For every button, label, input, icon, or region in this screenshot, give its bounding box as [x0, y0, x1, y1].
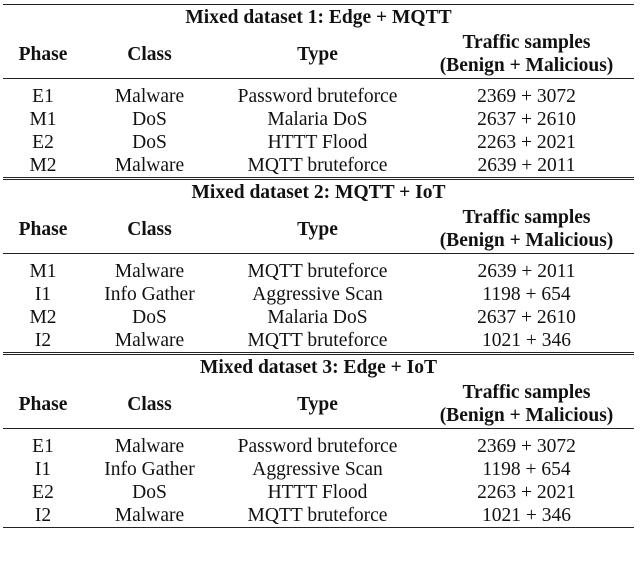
table-row: [3, 260, 634, 283]
cell-traffic: 2637 + 2610: [477, 109, 576, 130]
bottom-rule: [3, 528, 634, 529]
table-row: [3, 504, 634, 528]
cell-traffic: 2369 + 3072: [477, 86, 576, 107]
cell-phase: E2: [32, 132, 54, 153]
cell-class: Info Gather: [104, 284, 195, 305]
cell-phase: I1: [34, 459, 52, 480]
cell-traffic: 2637 + 2610: [477, 307, 576, 328]
cell-traffic: 1021 + 346: [482, 330, 571, 351]
cell-phase: I1: [34, 284, 52, 305]
cell-class: DoS: [132, 482, 167, 503]
results-table: [3, 4, 634, 528]
header-phase: Phase: [18, 393, 68, 415]
cell-phase: I2: [34, 505, 52, 526]
cell-phase: I2: [34, 330, 52, 351]
cell-class: Malware: [114, 505, 185, 526]
table-row: [3, 131, 634, 154]
cell-phase: M1: [29, 109, 57, 130]
cell-traffic: 1198 + 654: [482, 459, 571, 480]
cell-type: MQTT bruteforce: [247, 505, 388, 526]
table-row: [3, 283, 634, 306]
column-header-row: [3, 30, 634, 79]
cell-type: HTTT Flood: [267, 482, 368, 503]
cell-class: Malware: [114, 155, 185, 176]
header-traffic-line1: Traffic samples: [462, 207, 591, 228]
table-row: [3, 329, 634, 354]
header-class: Class: [127, 218, 172, 240]
cell-type: MQTT bruteforce: [247, 330, 388, 351]
cell-phase: M2: [29, 307, 57, 328]
header-traffic: [419, 30, 634, 79]
header-phase: Phase: [18, 43, 68, 65]
cell-type: Aggressive Scan: [252, 284, 383, 305]
cell-type: HTTT Flood: [267, 132, 368, 153]
cell-traffic: 1021 + 346: [482, 505, 571, 526]
cell-traffic: 2639 + 2011: [477, 155, 576, 176]
header-type: Type: [297, 218, 338, 240]
cell-phase: E1: [32, 86, 54, 107]
cell-traffic: 2263 + 2021: [477, 132, 576, 153]
table-row: [3, 306, 634, 329]
cell-type: Malaria DoS: [267, 307, 368, 328]
table-row: [3, 154, 634, 179]
cell-class: Malware: [114, 330, 185, 351]
cell-phase: M2: [29, 155, 57, 176]
cell-class: Malware: [114, 436, 185, 457]
cell-type: Aggressive Scan: [252, 459, 383, 480]
rule-cell: [3, 528, 634, 529]
cell-type: Malaria DoS: [267, 109, 368, 130]
header-phase: Phase: [18, 218, 68, 240]
cell-traffic: 2263 + 2021: [477, 482, 576, 503]
column-header-row: [3, 205, 634, 254]
cell-class: DoS: [132, 132, 167, 153]
cell-traffic: 2369 + 3072: [477, 436, 576, 457]
section-title-row: [3, 5, 634, 30]
section-title-row: [3, 180, 634, 205]
table-row: [3, 85, 634, 108]
cell-class: Info Gather: [104, 459, 195, 480]
column-header-row: [3, 380, 634, 429]
cell-traffic: 1198 + 654: [482, 284, 571, 305]
header-type: Type: [297, 43, 338, 65]
header-type: Type: [297, 393, 338, 415]
cell-class: DoS: [132, 307, 167, 328]
section-title: Mixed dataset 3: Edge + IoT: [200, 357, 437, 378]
header-traffic: [419, 380, 634, 429]
cell-phase: E1: [32, 436, 54, 457]
header-traffic-line1: Traffic samples: [462, 32, 591, 53]
cell-class: Malware: [114, 86, 185, 107]
header-traffic-line2: (Benign + Malicious): [439, 55, 614, 76]
cell-phase: E2: [32, 482, 54, 503]
table-body: [3, 5, 634, 529]
section-title: Mixed dataset 1: Edge + MQTT: [185, 7, 452, 28]
section-title-row: [3, 355, 634, 380]
section-title: Mixed dataset 2: MQTT + IoT: [191, 182, 446, 203]
cell-phase: M1: [29, 261, 57, 282]
cell-type: Password bruteforce: [237, 436, 398, 457]
cell-type: MQTT bruteforce: [247, 261, 388, 282]
header-traffic-line2: (Benign + Malicious): [439, 230, 614, 251]
header-class: Class: [127, 43, 172, 65]
cell-traffic: 2639 + 2011: [477, 261, 576, 282]
table-row: [3, 458, 634, 481]
header-class: Class: [127, 393, 172, 415]
cell-class: DoS: [132, 109, 167, 130]
cell-type: Password bruteforce: [237, 86, 398, 107]
table-row: [3, 435, 634, 458]
cell-type: MQTT bruteforce: [247, 155, 388, 176]
header-traffic-line1: Traffic samples: [462, 382, 591, 403]
table-row: [3, 108, 634, 131]
table-row: [3, 481, 634, 504]
header-traffic: [419, 205, 634, 254]
cell-class: Malware: [114, 261, 185, 282]
header-traffic-line2: (Benign + Malicious): [439, 405, 614, 426]
